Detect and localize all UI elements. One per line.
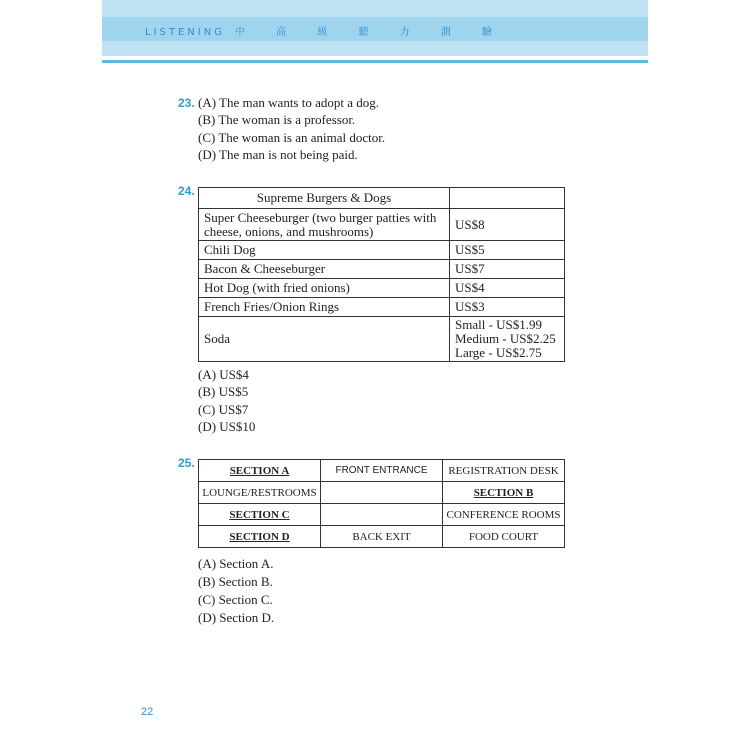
map-cell-section-d: SECTION D [199,526,321,548]
menu-price-soda [450,317,565,362]
q25-option-c: (C) Section C. [198,592,273,607]
menu-item: Bacon & Cheeseburger [199,260,450,279]
menu-price: US$5 [450,241,565,260]
header-title [145,23,506,38]
map-cell-section-a: SECTION A [199,460,321,482]
header-chinese-title: 中 高 級 聽 力 測 驗 [234,27,507,38]
q25-option-d: (D) Section D. [198,610,275,625]
map-row [199,526,565,548]
menu-item: Hot Dog (with fried onions) [199,279,450,298]
map-row [199,460,565,482]
menu-row [199,241,565,260]
map-cell-conference-rooms: CONFERENCE ROOMS [443,504,565,526]
menu-price: US$3 [450,298,565,317]
map-cell-back-exit: BACK EXIT [321,526,443,548]
header-rule [102,60,648,63]
map-cell-empty [321,504,443,526]
menu-row [199,260,565,279]
soda-small: Small - US$1.99 [455,317,543,332]
menu-header-row [199,188,565,209]
menu-title: Supreme Burgers & Dogs [199,188,450,209]
question-24-number: 24. [178,184,195,198]
page [102,0,648,749]
map-cell-front-entrance: FRONT ENTRANCE [321,460,443,482]
question-23-number: 23. [178,96,195,110]
menu-price: US$4 [450,279,565,298]
map-cell-section-c: SECTION C [199,504,321,526]
menu-item: French Fries/Onion Rings [199,298,450,317]
soda-medium: Medium - US$2.25 [455,331,556,346]
q23-option-a: (A) The man wants to adopt a dog. [198,95,379,110]
q24-option-d: (D) US$10 [198,419,256,434]
header-label: LISTENING [145,27,225,38]
menu-row [199,209,565,241]
page-number: 22 [141,706,154,718]
menu-item-soda: Soda [199,317,450,362]
map-cell-empty [321,482,443,504]
map-row [199,504,565,526]
menu-header-blank [450,188,565,209]
q23-option-b: (B) The woman is a professor. [198,112,356,127]
question-25-number: 25. [178,456,195,470]
menu-item: Chili Dog [199,241,450,260]
map-row [199,482,565,504]
menu-price: US$7 [450,260,565,279]
q25-option-a: (A) Section A. [198,556,274,571]
menu-row [199,298,565,317]
floor-map-table [198,459,565,548]
menu-item: Super Cheeseburger (two burger patties with cheese, onions, and mushrooms) [199,209,450,241]
map-cell-section-b: SECTION B [443,482,565,504]
map-cell-food-court: FOOD COURT [443,526,565,548]
soda-large: Large - US$2.75 [455,345,542,360]
q24-option-c: (C) US$7 [198,402,249,417]
menu-table [198,187,565,362]
q23-option-c: (C) The woman is an animal doctor. [198,130,386,145]
menu-row-soda [199,317,565,362]
map-cell-registration-desk: REGISTRATION DESK [443,460,565,482]
map-cell-lounge-restrooms: LOUNGE/RESTROOMS [199,482,321,504]
menu-price: US$8 [450,209,565,241]
q24-option-a: (A) US$4 [198,367,249,382]
q23-option-d: (D) The man is not being paid. [198,147,358,162]
q24-option-b: (B) US$5 [198,384,249,399]
q25-option-b: (B) Section B. [198,574,273,589]
menu-row [199,279,565,298]
